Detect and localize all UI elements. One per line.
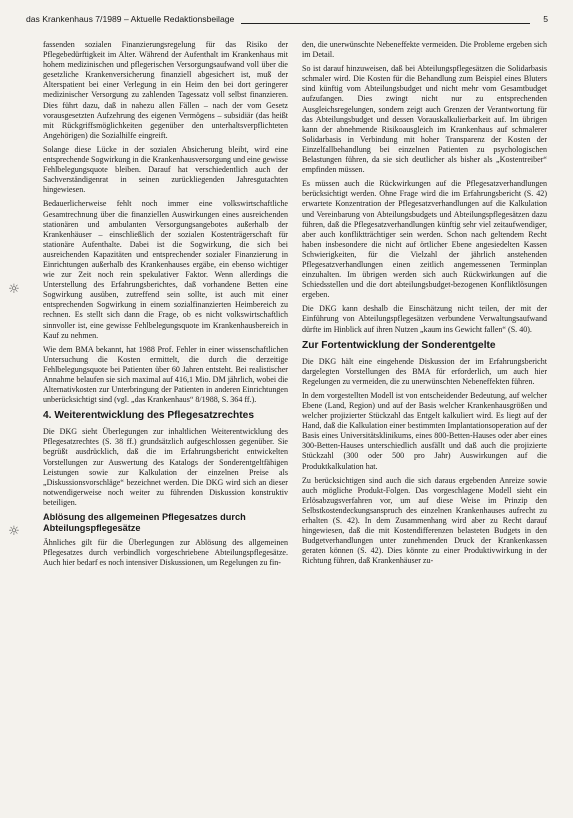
right-column	[302, 40, 547, 812]
page-number: 5	[543, 14, 548, 24]
page-header	[26, 8, 548, 30]
paragraph: Die DKG kann deshalb die Einschätzung nicht teilen, der mit der Einführung von Abteilungspflegesätzen verbundene Verwaltungsaufwand dürfte im Hinblick auf ihren Nutzen „kaum ins Gewicht fallen“ (S. 40).	[302, 304, 547, 334]
paragraph: Die DKG sieht Überlegungen zur inhaltlichen Weiterentwicklung des Pflegesatzrechtes (S. 38 ff.) grundsätzlich aufgeschlossen gegenüber. Sie begrüßt ausdrücklich, daß die im Erfahrungsbericht entwickelten Vorstellungen zur Auswertung des Katalogs der Sonderentgeltfähigen Leistungen sowie zur Kalkulation der einzelnen Preise als „Diskussionsvorschläge“ bezeichnet werden. Die DKG wird sich an dieser notwendigerweise noch weiter zu führenden Diskussion konstruktiv beteiligen.	[43, 427, 288, 507]
left-column	[43, 40, 288, 812]
paragraph: So ist darauf hinzuweisen, daß bei Abteilungspflegesätzen die Solidarbasis schmaler wird. Die Kosten für die Behandlung zum Beispiel eines Bluters sind künftig vom Abteilungsbudget und nicht mehr vom Gesamtbudget aufzufangen. Dies zwingt nicht nur zu entsprechenden Ausgleichsregelungen, sondern zeigt auch Grenzen der Verantwortung für das Abteilungsbudget und dessen Vorauskalkulierbarkeit auf. Im übrigen kann der abnehmende Risikoausgleich im Krankenhaus auf schmalerer Solidarbasis in Verbindung mit hoher Transparenz der Kosten der Einzelfallbehandlung bei einzelnen Patienten zu psychologischen Belastungen führen, da sie sich deutlicher als bisher als „Kostentreiber“ empfinden müssen.	[302, 64, 547, 175]
paragraph: Die DKG hält eine eingehende Diskussion der im Erfahrungsbericht dargelegten Vorstellungen des BMA für erforderlich, um auch hier Regelungen zu vermeiden, die zu unerwünschten Nebeneffekten führen.	[302, 356, 547, 386]
header-rule	[241, 23, 530, 24]
paragraph: Ähnliches gilt für die Überlegungen zur Ablösung des allgemeinen Pflegesatzes durch verbindlich vorgeschriebene Abteilungspflegesätze. Auch hier bedarf es noch intensiver Diskussionen, um Regelungen zu fin-	[43, 538, 288, 568]
running-title: das Krankenhaus 7/1989 – Aktuelle Redaktionsbeilage	[26, 14, 235, 24]
paragraph: Wie dem BMA bekannt, hat 1988 Prof. Fehler in einer wissenschaftlichen Untersuchung die Kosten ermittelt, die durch die derzeitige Fehlbelegungsquote bei Patienten über 60 Jahren entsteht. Bei realistischer Annahme belaufen sie sich maximal auf 416,1 Mio. DM jährlich, wobei die Alternativkosten zur Unterbringung der Patienten in anderen Einrichtungen unberücksichtigt sind (vgl. „das Krankenhaus“ 8/1988, S. 364 ff.).	[43, 344, 288, 405]
section-heading: Zur Fortentwicklung der Sonderentgelte	[302, 339, 496, 351]
subsection-heading: Ablösung des allgemeinen Pflegesatzes durch Abteilungspflegesätze	[43, 512, 246, 534]
paragraph: fassenden sozialen Finanzierungsregelung für das Risiko der Pflegebedürftigkeit im Alter. Während der Aufenthalt im Krankenhaus mit hohem medizinischen und pflegerischen Versorgungsaufwand voll über die gesetzliche Krankenversicherung finanziell abgesichert ist, muß der Alterspatient bei einer Verlegung in ein Heim den bei dort geringerer medizinischer Versorgung zu zahlenden Tagessatz voll selbst finanzieren. Dies führt dazu, daß in nahezu allen Fällen – nach der vom Gesetz vorausgesetzten Aufzehrung des eigenen Vermögens – subsidiär (das heißt mit Rückgriffsmöglichkeiten gegenüber den unterhaltsverpflichteten Angehörigen) die Sozialhilfe eingreift.	[43, 40, 288, 140]
paragraph: Es müssen auch die Rückwirkungen auf die Pflegesatzverhandlungen berücksichtigt werden. Ohne Frage wird die im Erfahrungsbericht (S. 42) erwartete Konzentration der Pflegesatzverhandlungen auf die Kalkulation und Vereinbarung von Abteilungsbudgets und Abteilungspflegesätzen dazu führen, daß die Pflegesatzverhandlungen künftig sehr viel zeitaufwendiger, aber auch konfliktträchtiger sein werden. Schon nach geltendem Recht haben insbesondere die nicht auf örtlicher Ebene angesiedelten Kassen Schwierigkeiten, für die Vielzahl der jährlich anstehenden Pflegesatzverhandlungen einen zeitlich angemessenen Terminplan einzuhalten. Im übrigen werden sich auch Rückwirkungen auf die Schiedsstellen und die dort abteilungsbudget-bezogenen Konfliktlösungen ergeben.	[302, 179, 547, 300]
paragraph: Solange diese Lücke in der sozialen Absicherung bleibt, wird eine entsprechende Sogwirkung in die Krankenhausversorgung und eine gewisse Fehlbelegungsquote bleiben. Darauf hat verschiedentlich auch der Sachverständigenrat in seinen zurückliegenden Jahresgutachten hingewiesen.	[43, 144, 288, 195]
section-heading: 4. Weiterentwicklung des Pflegesatzrechtes	[43, 410, 254, 422]
punch-hole-mark: ☼	[8, 282, 20, 297]
paragraph: Bedauerlicherweise fehlt noch immer eine volkswirtschaftliche Gesamtrechnung über die finanziellen Auswirkungen eines ausreichenden stationären und ambulanten Versorgungsangebotes außerhalb der Krankenhäuser – einschließlich der sozialen Kostenträgerschaft für stationäre Aufenthalte. Dabei ist die Sogwirkung, die sich bei ausreichenden Kapazitäten und entsprechender sozialer Finanzierung in Einrichtungen außerhalb des Krankenhauses ergäbe, ein ebenso wichtiger wie zur Zeit noch rein spekulativer Faktor. Wenn allerdings die Unterstellung des Erfahrungsberichtes, daß vorhandene Betten eine Sogwirkung ausüben, zutreffend sein sollte, ist auch mit einer entsprechenden Sogwirkung in einem sozialfinanzierten Heimbereich zu rechnen. Es stellt sich dann die Frage, ob es nicht volkswirtschaftlich sinnvoller ist, eine gewisse Fehlbelegungsquote im Krankenhausbereich in Kauf zu nehmen.	[43, 199, 288, 340]
punch-hole-mark: ☼	[8, 524, 20, 539]
paragraph: den, die unerwünschte Nebeneffekte vermeiden. Die Probleme ergeben sich im Detail.	[302, 40, 547, 60]
paragraph: In dem vorgestellten Modell ist von entscheidender Bedeutung, auf welcher Ebene (Land, Region) und auf der Basis welcher Krankenhausgrößen und welcher projizierter Stückzahl das Entgelt kalkuliert wird. Es liegt auf der Hand, daß die Kalkulation einer bestimmten Implantationsoperation auf der Basis eines Universitätsklinikums, eines 800-Betten-Hauses oder aber eines 300-Betten-Hauses unterschiedlich ausfällt und daß auch die projizierte Stückzahl (300 oder 500 pro Jahr) Auswirkungen auf die Produktkalkulation hat.	[302, 390, 547, 471]
paragraph: Zu berücksichtigen sind auch die sich daraus ergebenden Anreize sowie auch mögliche Produkt-Folgen. Das vorgeschlagene Modell sieht ein Erlösabzugsverfahren vor, um auf diese Weise im Prinzip den Selbstkostendeckungsanspruch des einzelnen Krankenhauses aufrecht zu erhalten (S. 42). In dem Zusammenhang wird aber zu Recht darauf hingewiesen, daß die mit Kostendifferenzen belasteten Budgets in den Budgetverhandlungen unter zunehmenden Druck der Krankenkassen geraten können (S. 42). Dies könnte zu einer Produktivwirkung in der Richtung führen, daß Krankenhäuser zu-	[302, 475, 547, 566]
